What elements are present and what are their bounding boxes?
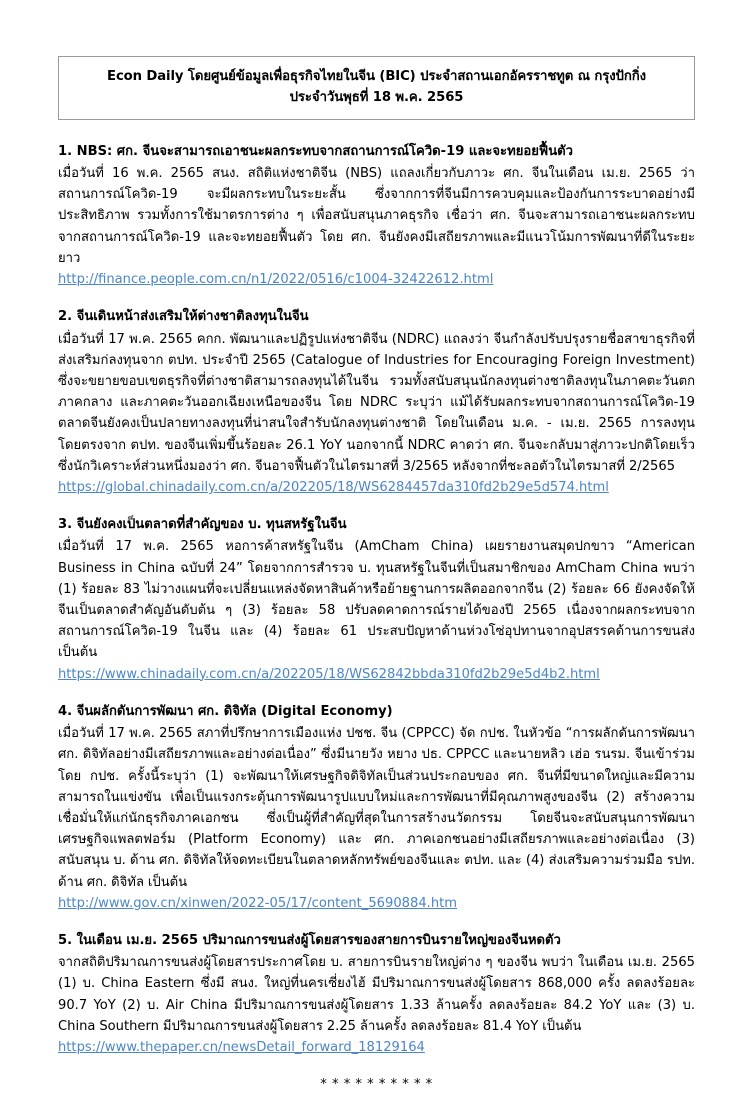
section-4-source-link[interactable]: http://www.gov.cn/xinwen/2022-05/17/content_5690884.htm bbox=[58, 895, 458, 911]
section-5-source-link[interactable]: https://www.thepaper.cn/newsDetail_forward_18129164 bbox=[58, 1040, 425, 1056]
section-3-heading: 3. จีนยังคงเป็นตลาดที่สำคัญของ บ. ทุนสหรัฐในจีน bbox=[58, 517, 347, 533]
header-title-line-2: ประจำวันพุธที่ 18 พ.ค. 2565 bbox=[289, 90, 464, 106]
news-section-1 bbox=[58, 142, 695, 291]
news-section-5 bbox=[58, 931, 695, 1058]
section-5-heading: 5. ในเดือน เม.ย. 2565 ปริมาณการขนส่งผู้โดยสารของสายการบินรายใหญ่ของจีนหดตัว bbox=[58, 932, 561, 948]
section-5-body: จากสถิติปริมาณการขนส่งผู้โดยสารประกาศโดย บ. สายการบินรายใหญ่ต่าง ๆ ของจีน พบว่า ในเดือน เม.ย. 2565 (1) บ. China Eastern ซึ่งมี สนง. ใหญ่ที่นครเซี่ยงไฮ้ มีปริมาณการขนส่งผู้โดยสาร 868,000 ครั้ง ลดลงร้อยละ 90.7 YoY (2) บ. Air China มีปริมาณการขนส่งผู้โดยสาร 1.33 ล้านครั้ง ลดลงร้อยละ 84.2 YoY และ (3) บ. China Southern มีปริมาณการขนส่งผู้โดยสาร 2.25 ล้านครั้ง ลดลงร้อยละ 81.4 YoY เป็นต้น bbox=[58, 955, 695, 1034]
section-2-heading: 2. จีนเดินหน้าส่งเสริมให้ต่างชาติลงทุนในจีน bbox=[58, 309, 309, 325]
news-section-2 bbox=[58, 307, 695, 498]
section-1-heading: 1. NBS: ศก. จีนจะสามารถเอาชนะผลกระทบจากสถานการณ์โควิด-19 และจะทยอยฟื้นตัว bbox=[58, 143, 574, 159]
header-title-line-1: Econ Daily โดยศูนย์ข้อมูลเพื่อธุรกิจไทยในจีน (BIC) ประจำสถานเอกอัครราชทูต ณ กรุงปักกิ่ง bbox=[107, 69, 646, 84]
section-1-source-link[interactable]: http://finance.people.com.cn/n1/2022/0516/c1004-32422612.html bbox=[58, 272, 494, 288]
section-1-body: เมื่อวันที่ 16 พ.ค. 2565 สนง. สถิติแห่งชาติจีน (NBS) แถลงเกี่ยวกับภาวะ ศก. จีนในเดือน เม.ย. 2565 ว่า สถานการณ์โควิด-19 จะมีผลกระทบในระยะสั้น ซึ่งจากการที่จีนมีการควบคุมและป้องกันการระบาดอย่างมีประสิทธิภาพ รวมทั้งการใช้มาตรการต่าง ๆ เพื่อสนับสนุนภาคธุรกิจ เชื่อว่า ศก. จีนจะสามารถเอาชนะผลกระทบจากสถานการณ์โควิด-19 และจะทยอยฟื้นตัว โดย ศก. จีนยังคงมีเสถียรภาพและมีแนวโน้มการพัฒนาที่ดีในระยะยาว bbox=[58, 166, 695, 266]
document-header-box bbox=[58, 56, 695, 120]
news-section-4 bbox=[58, 702, 695, 914]
section-3-source-link[interactable]: https://www.chinadaily.com.cn/a/202205/18/WS62842bbda310fd2b29e5d4b2.html bbox=[58, 666, 600, 682]
section-2-source-link[interactable]: https://global.chinadaily.com.cn/a/202205/18/WS6284457da310fd2b29e5d574.html bbox=[58, 479, 609, 495]
section-3-body: เมื่อวันที่ 17 พ.ค. 2565 หอการค้าสหรัฐในจีน (AmCham China) เผยรายงานสมุดปกขาว “American Business in China ฉบับที่ 24” โดยจากการสำรวจ บ. ทุนสหรัฐในจีนที่เป็นสมาชิกของ AmCham China พบว่า (1) ร้อยละ 83 ไม่วางแผนที่จะเปลี่ยนแหล่งจัดหาสินค้าหรือย้ายฐานการผลิตออกจากจีน (2) ร้อยละ 66 ยังคงจัดให้จีนเป็นตลาดสำคัญอันดับต้น ๆ (3) ร้อยละ 58 ปรับลดคาดการณ์รายได้ของปี 2565 เนื่องจากผลกระทบจากสถานการณ์โควิด-19 ในจีน และ (4) ร้อยละ 61 ประสบปัญหาด้านห่วงโซ่อุปทานจากอุปสรรคด้านการขนส่ง เป็นต้น bbox=[58, 539, 695, 661]
news-section-3 bbox=[58, 515, 695, 685]
section-2-body: เมื่อวันที่ 17 พ.ค. 2565 คกก. พัฒนาและปฏิรูปแห่งชาติจีน (NDRC) แถลงว่า จีนกำลังปรับปรุงรายชื่อสาขาธุรกิจที่ส่งเสริมก่ลงทุนจาก ตปท. ประจำปี 2565 (Catalogue of Industries for Encouraging Foreign Investment) ซึ่งจะขยายขอบเขตธุรกิจที่ต่างชาติสามารถลงทุนได้ในจีน รวมทั้งสนับสนุนนักลงทุนต่างชาติลงทุนในภาคตะวันตก ภาคกลาง และภาคตะวันออกเฉียงเหนือของจีน โดย NDRC ระบุว่า แม้ได้รับผลกระทบจากสถานการณ์โควิด-19 ตลาดจีนยังคงเป็นปลายทางลงทุนที่น่าสนใจสำรับนักลงทุนต่างชาติ โดยในเดือน ม.ค. - เม.ย. 2565 การลงทุนโดยตรงจาก ตปท. ของจีนเพิ่มขึ้นร้อยละ 26.1 YoY นอกจากนี้ NDRC คาดว่า ศก. จีนจะกลับมาสู่ภาวะปกติโดยเร็ว ซึ่งนักวิเคราะห์ส่วนหนึ่งมองว่า ศก. จีนอาจฟื้นตัวในไตรมาสที่ 3/2565 หลังจากที่ชะลอตัวในไตรมาสที่ 2/2565 bbox=[58, 331, 695, 474]
document-footer-separator: * * * * * * * * * * bbox=[320, 1077, 433, 1093]
section-4-heading: 4. จีนผลักดันการพัฒนา ศก. ดิจิทัล (Digital Economy) bbox=[58, 703, 393, 719]
section-4-body: เมื่อวันที่ 17 พ.ค. 2565 สภาที่ปรึกษาการเมืองแห่ง ปชช. จีน (CPPCC) จัด กปช. ในหัวข้อ “การผลักดันการพัฒนา ศก. ดิจิทัลอย่างมีเสถียรภาพและอย่างต่อเนื่อง” ซึ่งมีนายวัง หยาง ปธ. CPPCC และนายหลิว เฮ่อ รนรม. จีนเข้าร่วม โดย กปช. ครั้งนี้ระบุว่า (1) จะพัฒนาให้เศรษฐกิจดิจิทัลเป็นส่วนประกอบของ ศก. จีนที่มีขนาดใหญ่และมีความสามารถในแข่งขัน เพื่อเป็นแรงกระตุ้นการพัฒนารูปแบบใหม่และการพัฒนาที่มีคุณภาพสูงของจีน (2) สร้างความเชื่อมั่นให้แก่นักธุรกิจภาคเอกชน ซึ่งเป็นผู้ที่สำคัญที่สุดในการสร้างนวัตกรรม โดยจีนจะสนับสนุนการพัฒนาเศรษฐกิจแพลตฟอร์ม (Platform Economy) และ ศก. ภาคเอกชนอย่างมีเสถียรภาพและอย่างต่อเนื่อง (3) สนับสนุน บ. ด้าน ศก. ดิจิทัลให้จดทะเบียนในตลาดหลักทรัพย์ของจีนและ ตปท. และ (4) ส่งเสริมความร่วมมือ รปท. ด้าน ศก. ดิจิทัล เป็นต้น bbox=[58, 726, 695, 890]
